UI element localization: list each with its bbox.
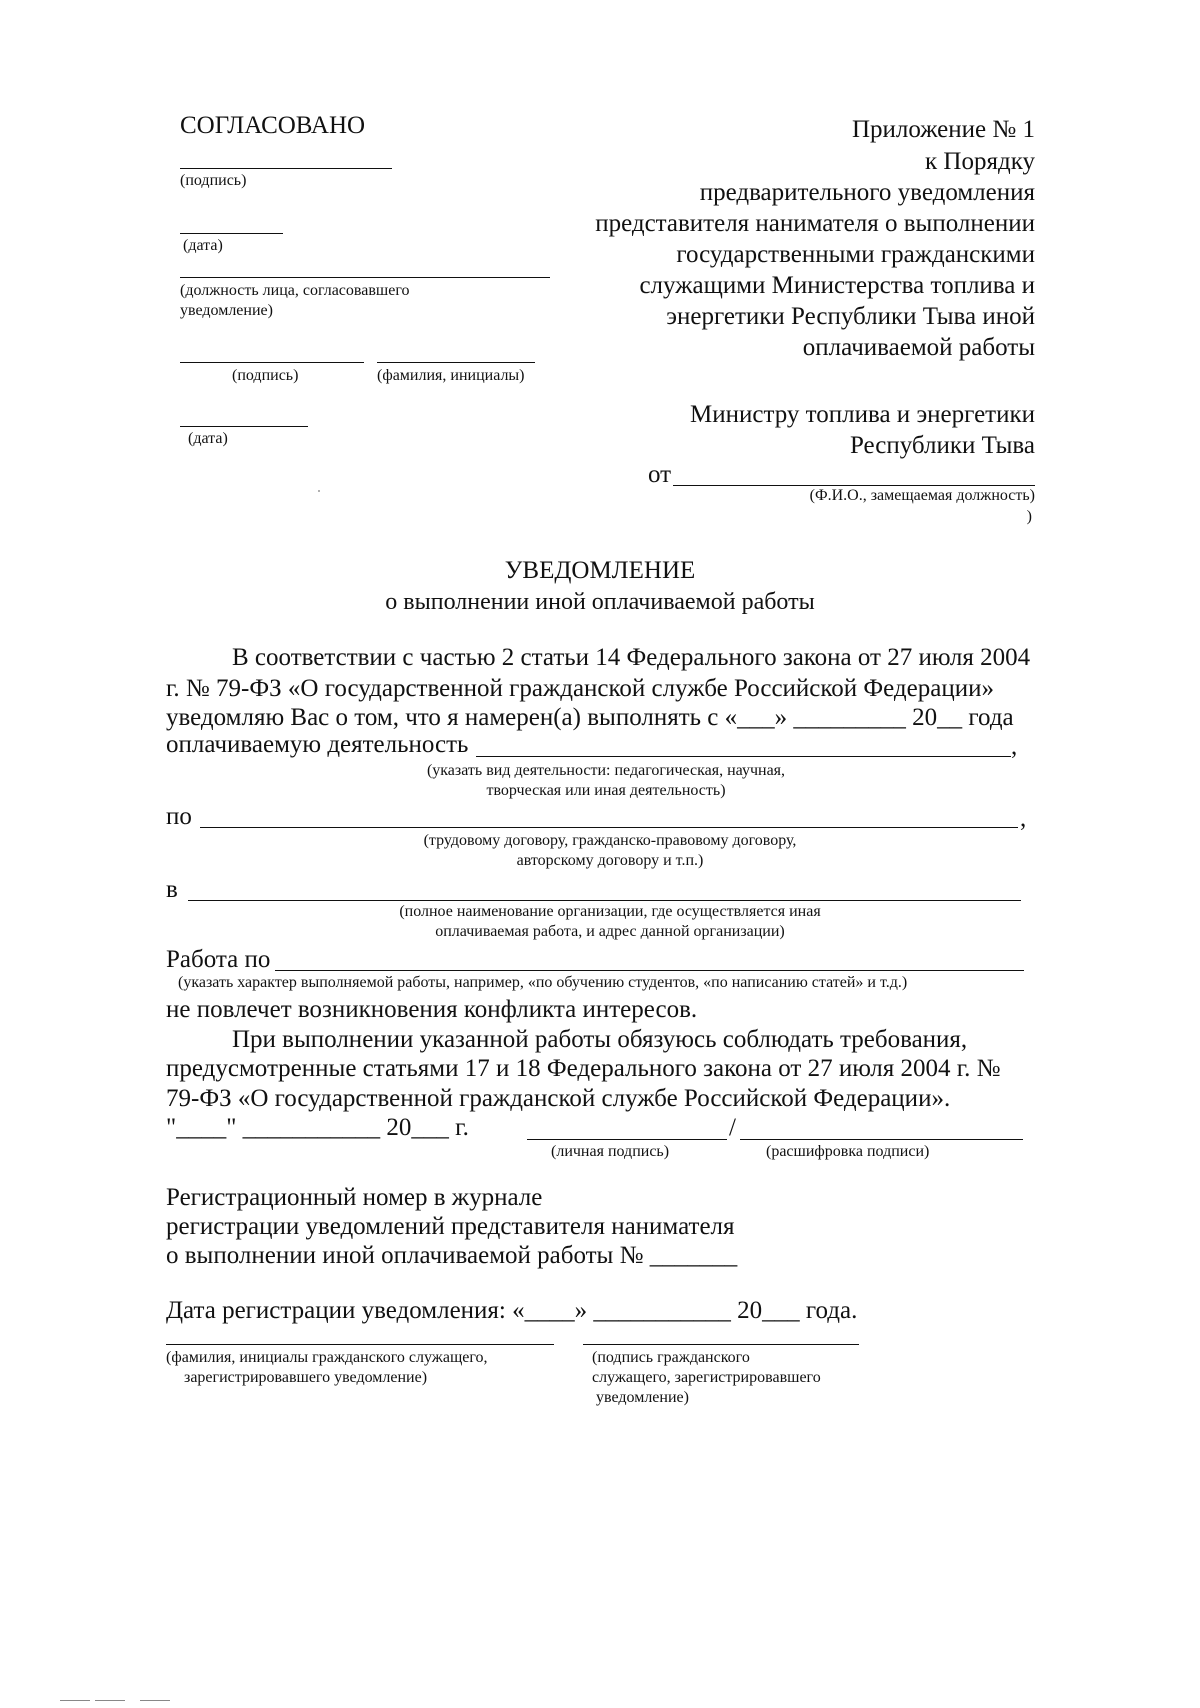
approval-signature2-caption: (подпись) [232, 367, 299, 384]
registrar-name-caption-2: зарегистрировавшего уведомление) [184, 1369, 428, 1386]
approval-position-caption-1: (должность лица, согласовавшего [180, 282, 410, 299]
signature-decode-line [740, 1139, 1023, 1140]
scan-artifact [140, 1700, 170, 1701]
registrar-signature-caption-1: (подпись гражданского [592, 1349, 750, 1366]
body-p2-line-1: При выполнении указанной работы обязуюсь соблюдать требования, [232, 1026, 968, 1053]
registration-date-line: Дата регистрации уведомления: «____» ___________ 20___ года. [166, 1297, 858, 1324]
activity-line [476, 756, 1011, 757]
addressee-from-line [673, 485, 1035, 486]
signature-decode-caption: (расшифровка подписи) [766, 1143, 930, 1160]
personal-signature-line [527, 1139, 727, 1140]
addressee-from-caption: (Ф.И.О., замещаемая должность) [809, 487, 1035, 504]
organization-line [188, 900, 1021, 901]
addressee-line-1: Министру топлива и энергетики [690, 401, 1035, 428]
po-comma: , [1020, 805, 1027, 832]
body-p2-line-3: 79-ФЗ «О государственной гражданской службе Российской Федерации». [166, 1085, 951, 1112]
approval-signature-line [180, 168, 392, 169]
appendix-line-3: предварительного уведомления [699, 179, 1035, 206]
activity-comma: , [1011, 733, 1018, 760]
appendix-line-5: государственными гражданскими [676, 241, 1035, 268]
approval-title: СОГЛАСОВАНО [180, 112, 366, 139]
signature-slash: / [729, 1114, 736, 1141]
work-line [275, 970, 1024, 971]
approval-name-caption: (фамилия, инициалы) [377, 367, 525, 384]
appendix-line-2: к Порядку [925, 148, 1035, 175]
approval-signature2-line [180, 362, 364, 363]
appendix-line-7: энергетики Республики Тыва иной [666, 303, 1035, 330]
registration-line-2: регистрации уведомлений представителя нанимателя [166, 1213, 735, 1240]
registrar-signature-caption-2: служащего, зарегистрировавшего [592, 1369, 821, 1386]
registrar-signature-caption-3: уведомление) [596, 1389, 689, 1406]
registrar-name-line [166, 1344, 554, 1345]
signature-date-line: "____" ___________ 20___ г. [166, 1114, 469, 1141]
organization-caption-1: (полное наименование организации, где осуществляется иная [399, 903, 821, 920]
appendix-line-1: Приложение № 1 [851, 116, 1035, 143]
contract-caption-1: (трудовому договору, гражданско-правовому договору, [423, 832, 797, 849]
body-p1-line-4: оплачиваемую деятельность [166, 731, 469, 758]
activity-caption-1: (указать вид деятельности: педагогическая, научная, [426, 762, 786, 779]
contract-line [200, 827, 1018, 828]
approval-date2-line [180, 426, 308, 427]
activity-caption-2: творческая или иная деятельность) [486, 782, 726, 799]
registration-line-1: Регистрационный номер в журнале [166, 1184, 543, 1211]
approval-name-line [377, 362, 535, 363]
work-label: Работа по [166, 946, 271, 973]
addressee-from-label: от [648, 461, 672, 488]
approval-signature-caption: (подпись) [180, 172, 247, 189]
work-caption: (указать характер выполняемой работы, например, «по обучению студентов, «по написанию статей» и т.д.) [178, 974, 908, 991]
scan-artifact [95, 1700, 125, 1701]
registration-line-3: о выполнении иной оплачиваемой работы № _______ [166, 1242, 738, 1269]
body-p1-line-3: уведомляю Вас о том, что я намерен(а) выполнять с «___» _________ 20__ года [166, 704, 1014, 731]
approval-date2-caption: (дата) [188, 430, 228, 447]
notice-subtitle: о выполнении иной оплачиваемой работы [385, 589, 815, 615]
body-p2-line-2: предусмотренные статьями 17 и 18 Федерального закона от 27 июля 2004 г. № [166, 1055, 1001, 1082]
registrar-signature-line [583, 1344, 859, 1345]
addressee-closing-paren: ) [1026, 508, 1032, 525]
approval-position-caption-2: уведомление) [180, 302, 273, 319]
notice-title: УВЕДОМЛЕНИЕ [504, 557, 696, 584]
v-label: в [166, 876, 178, 903]
appendix-line-6: служащими Министерства топлива и [639, 272, 1035, 299]
organization-caption-2: оплачиваемая работа, и адрес данной организации) [435, 923, 785, 940]
scan-artifact [60, 1700, 90, 1701]
approval-date-line [180, 233, 283, 234]
appendix-line-8: оплачиваемой работы [802, 334, 1035, 361]
addressee-line-2: Республики Тыва [849, 432, 1035, 459]
no-conflict-text: не повлечет возникновения конфликта интересов. [166, 996, 698, 1023]
registrar-name-caption-1: (фамилия, инициалы гражданского служащего, [166, 1349, 488, 1366]
approval-position-line [180, 277, 550, 278]
personal-signature-caption: (личная подпись) [551, 1143, 670, 1160]
po-label: по [166, 803, 192, 830]
scan-speck [318, 490, 320, 492]
contract-caption-2: авторскому договору и т.п.) [516, 852, 704, 869]
body-p1-line-2: г. № 79-ФЗ «О государственной гражданской службе Российской Федерации» [166, 675, 994, 702]
approval-date-caption: (дата) [183, 237, 223, 254]
body-p1-line-1: В соответствии с частью 2 статьи 14 Федерального закона от 27 июля 2004 [232, 644, 1031, 671]
appendix-line-4: представителя нанимателя о выполнении [595, 210, 1035, 237]
